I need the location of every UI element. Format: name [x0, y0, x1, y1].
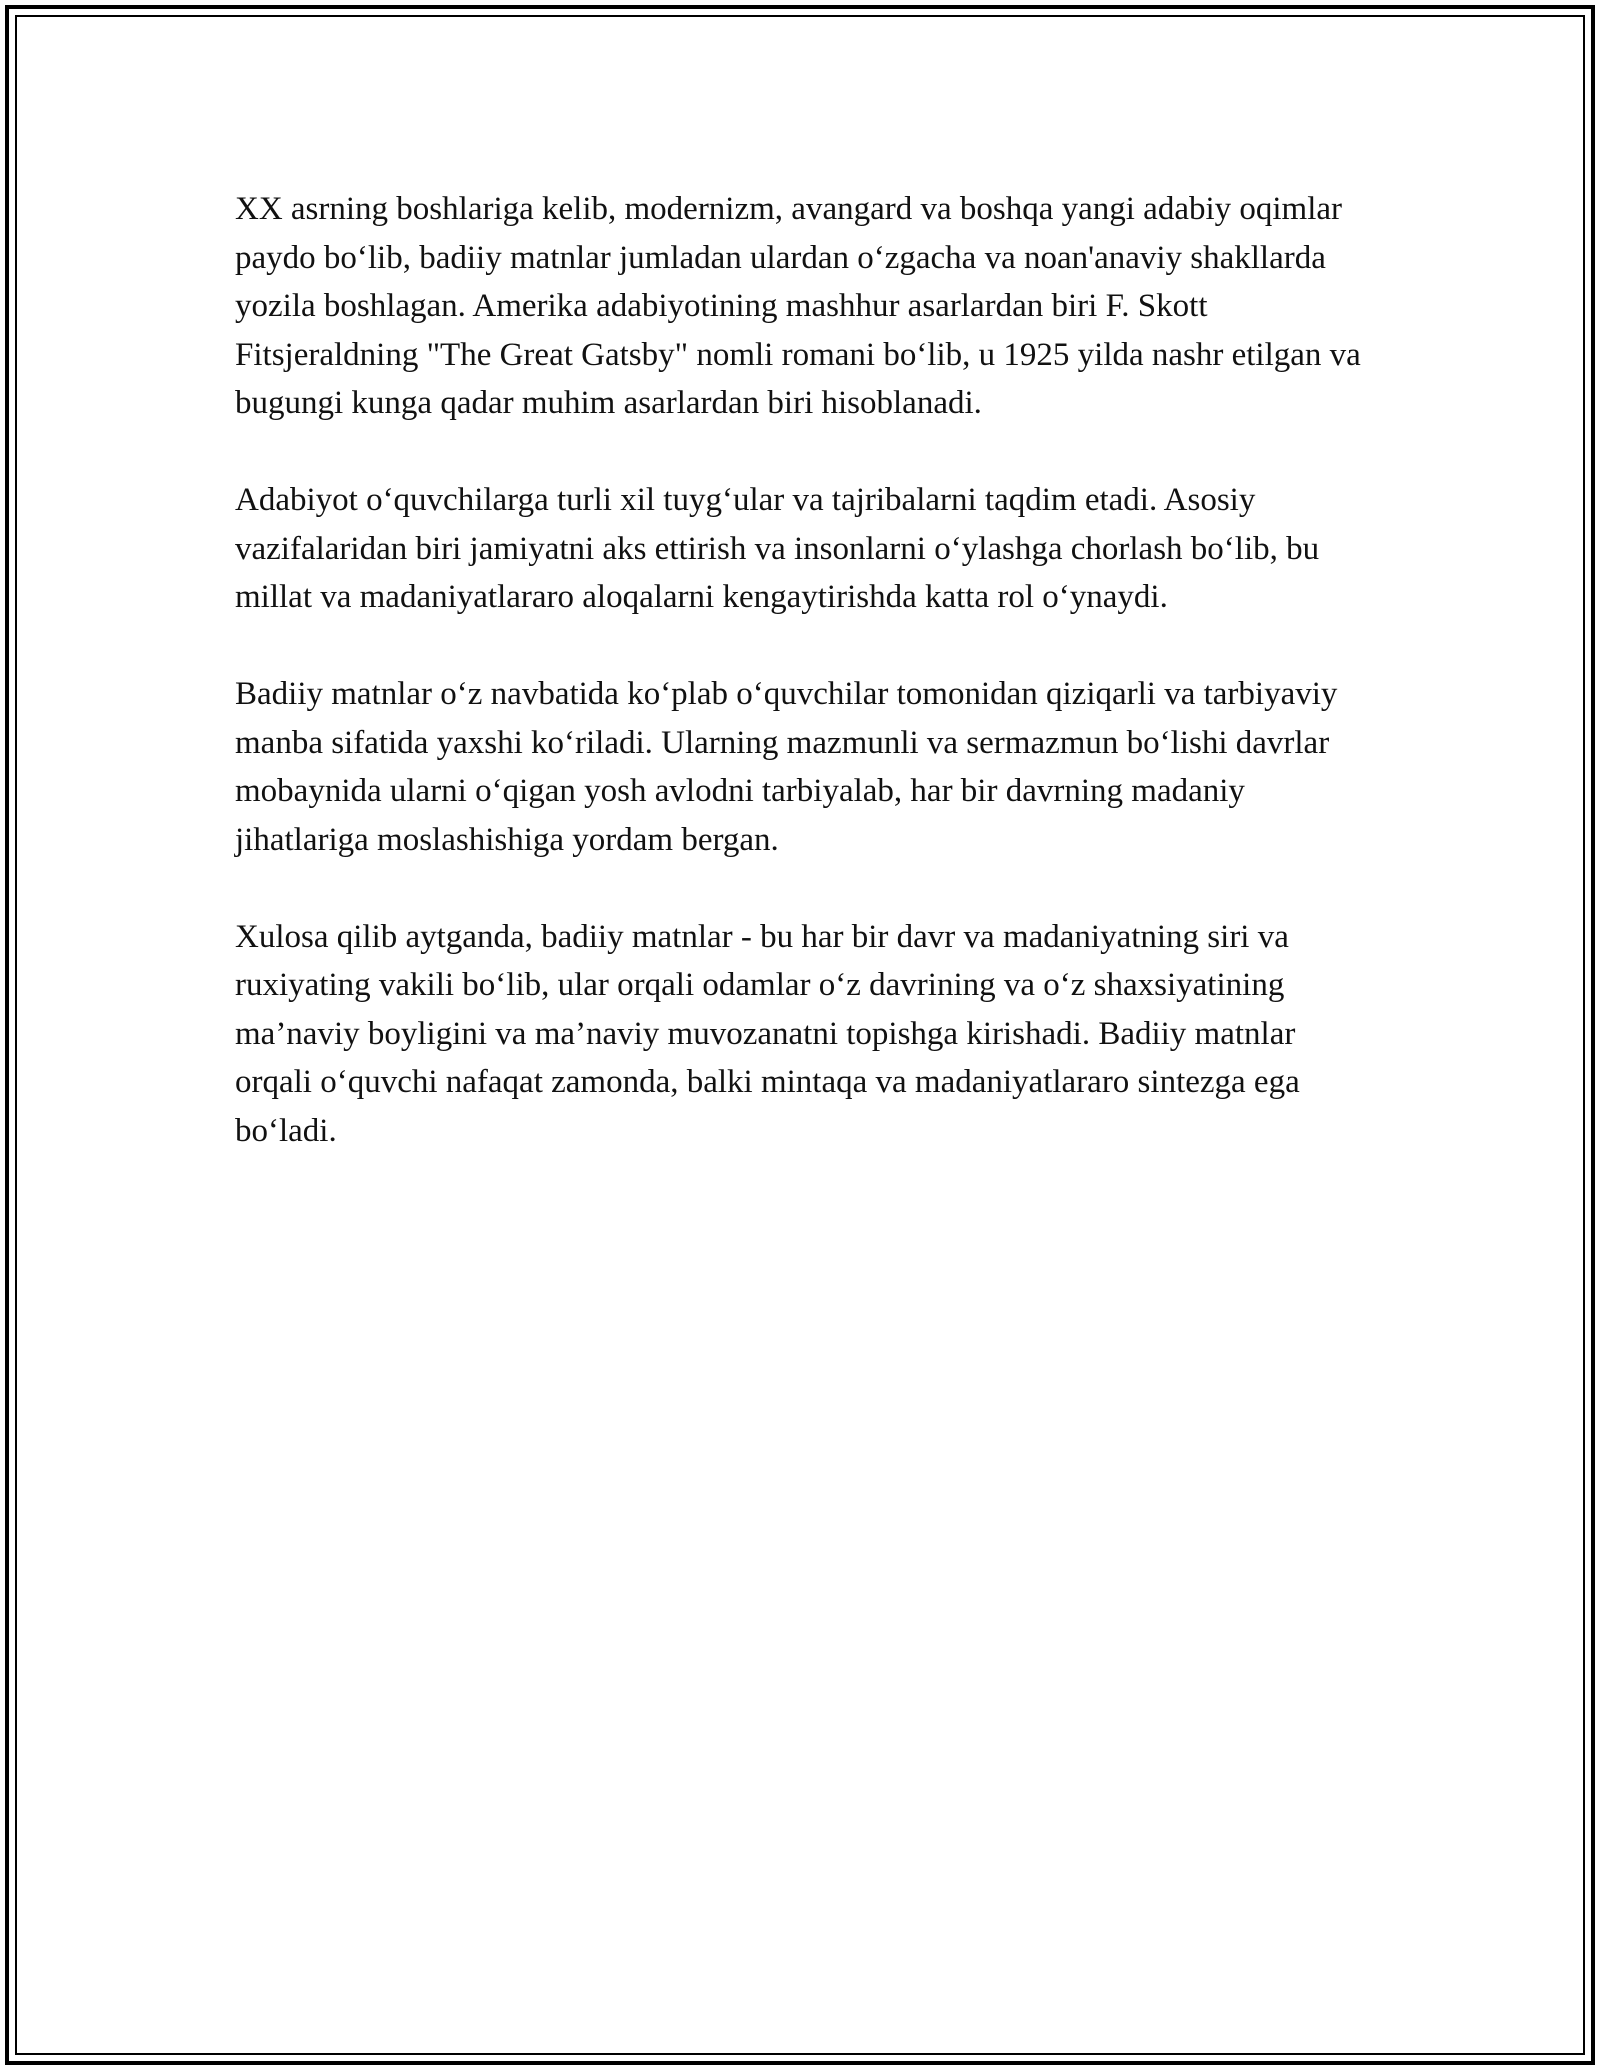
- paragraph-2: Adabiyot o‘quvchilarga turli xil tuyg‘ular va tajribalarni taqdim etadi. Asosiy vazifalaridan biri jamiyatni aks ettirish va insonlarni o‘ylashga chorlash bo‘lib, bu millat va madaniyatlararo aloqalarni kengaytirishda katta rol o‘ynaydi.: [235, 482, 1320, 615]
- paragraph-1: XX asrning boshlariga kelib, modernizm, avangard va boshqa yangi adabiy oqimlar paydo bo‘lib, badiiy matnlar jumladan ulardan o‘zgacha va noan'anaviy shakllarda yozila boshlagan. Amerika adabiyotining mashhur asarlardan biri F. Skott Fitsjeraldning "The Great Gatsby" nomli romani bo‘lib, u 1925 yilda nashr etilgan va bugungi kunga qadar muhim asarlardan biri hisoblanadi.: [235, 191, 1361, 421]
- document-body: [235, 185, 1370, 1204]
- paragraph-4: Xulosa qilib aytganda, badiiy matnlar - bu har bir davr va madaniyatning siri va ruxiyating vakili bo‘lib, ular orqali odamlar o‘z davrining va o‘z shaxsiyatining ma’naviy boyligini va ma’naviy muvozanatni topishga kirishadi. Badiiy matnlar orqali o‘quvchi nafaqat zamonda, balki mintaqa va madaniyatlararo sintezga ega bo‘ladi.: [235, 918, 1300, 1149]
- paragraph-3: Badiiy matnlar o‘z navbatida ko‘plab o‘quvchilar tomonidan qiziqarli va tarbiyaviy manba sifatida yaxshi ko‘riladi. Ularning mazmunli va sermazmun bo‘lishi davrlar mobaynida ularni o‘qigan yosh avlodni tarbiyalab, har bir davrning madaniy jihatlariga moslashishiga yordam bergan.: [235, 676, 1338, 858]
